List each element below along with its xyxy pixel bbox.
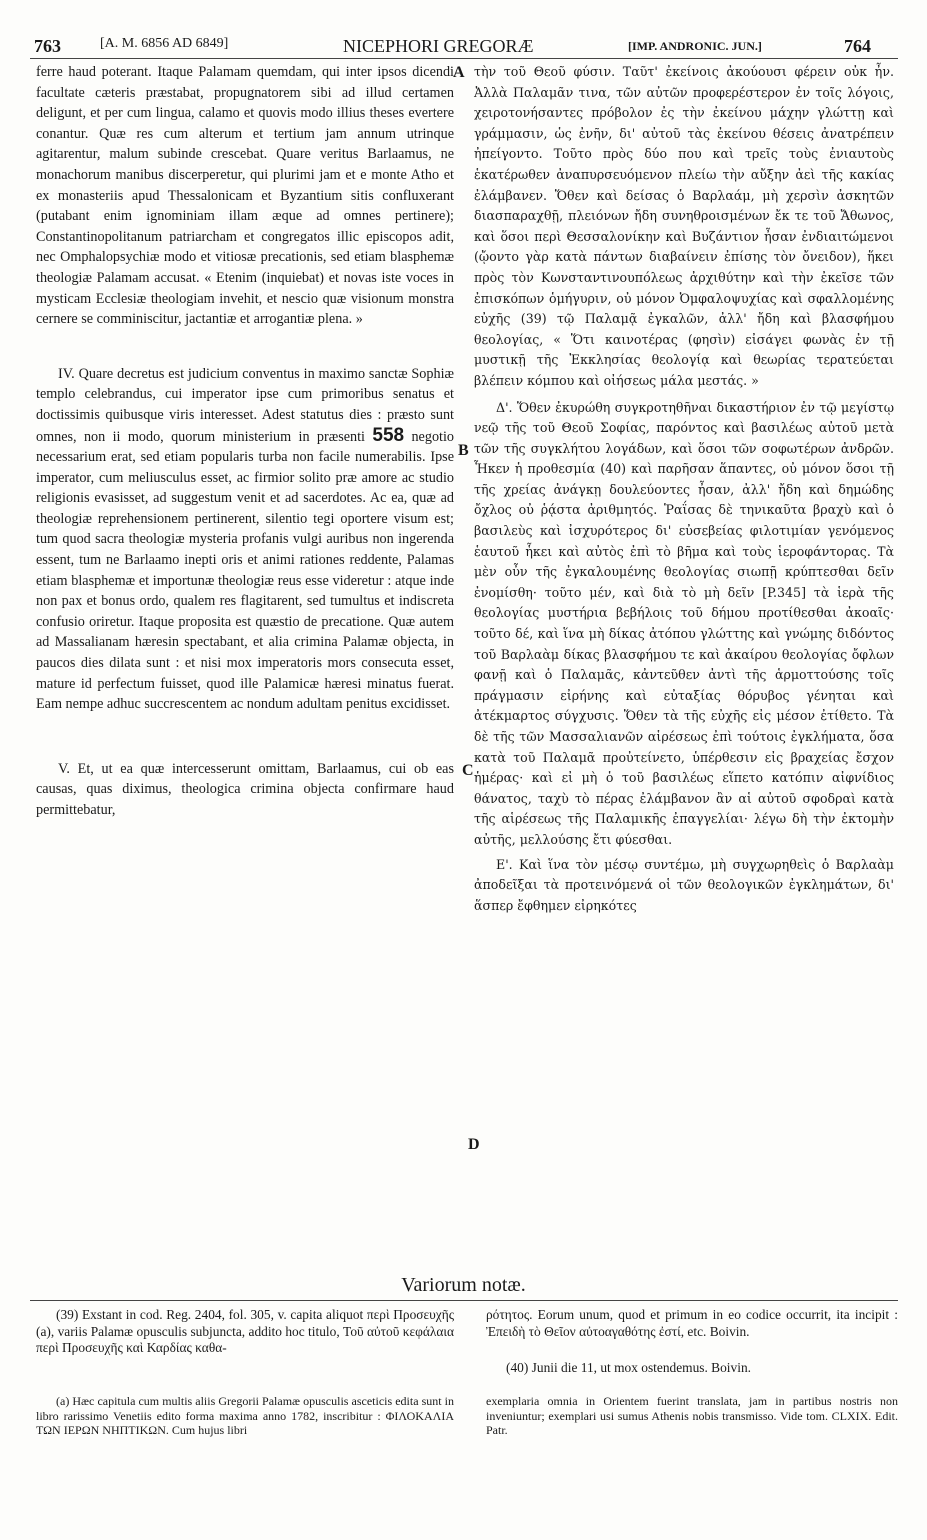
sub-footnote-a: (a) Hæc capitula cum multis aliis Gregorii Palamæ opusculis asceticis edita sunt in libro rarissimo Venetiis edito forma maxima anno 1782, inscribitur : ΦΙΛΟΚΑΛΙΑ ΤΩΝ ΙΕΡΩΝ ΝΗΠΤΙΚΩΝ. Cum hujus libri: [36, 1394, 454, 1437]
greek-paragraph: τὴν τοῦ Θεοῦ φύσιν. Ταῦτ' ἐκείνοις ἀκούουσι φέρειν οὐκ ἦν. Ἀλλὰ Παλαμᾶν τινα, τῶν αὐτῶν προφερέστερον ἐν τοῖς λόγοις, χειροτονήσαντες πρόβολον ἐς τὴν ἐκείνου μάχην γλώττῃ καὶ γράμμασιν, ὡς ἐνῆν, δι' αὐτοῦ τὰς ἐκείνου θέσεις ἀνατρέπειν ἠπείγοντο. Τοῦτο πρὸς δύο που καὶ τρεῖς τοὺς ἐνιαυτοὺς ἑκατέρωθεν ἀναπυρσευόμενον πλείω τὴν αὔξην ἀεὶ τῆς κακίας ἐλάμβανεν. Ὅθεν καὶ δείσας ὁ Βαρλαάμ, μὴ χερσὶν ἀσκητῶν διασπαραχθῇ, πλειόνων ἤδη συνηθροισμένων ἔκ τε τοῦ Ἄθωνος, καὶ ὅσοι περὶ Θεσσαλονίκην καὶ Βυζάντιον ἦσαν ἐνδιαιτώμενοι (ᾤοντο γὰρ κατὰ πάντων διαβαίνειν ἐπίσης τὸν ὄνειδον), ἥκει πρὸς τὸν Κωνσταντινουπόλεως ἀρχιθύτην καὶ τὴν ἐκεῖσε τῶν ἐπισκόπων ὁμήγυριν, οὐ μόνον Ὀμφαλοψυχίας καὶ σφαλλομένης εὐχῆς (39) τῷ Παλαμᾷ ἐγκαλῶν, ἀλλ' ἤδη καὶ βλασφήμου θεολογίας, « Ὅτι καινοτέρας (φησὶν) εἰσάγει φωνὰς ἐν τῇ μυστικῇ τῆς Ἐκκλησίας θεολογίᾳ καὶ θεωρίας τερατεύεται βλέπειν κόμπου καὶ οἰήσεως μάλα μεστάς. »: [474, 64, 894, 388]
latin-paragraph: ferre haud poterant. Itaque Palamam quemdam, qui inter ipsos dicendi facultate cæteris præstabat, propugnatorem sibi ad illud certamen deligunt, et per cum lingua, calamo et quovis modo illius theses evertere conantur. Quæ res cum alterum et tertium jam annum utrinque agitarentur, malum subinde crescebat. Quare veritus Barlaamus, ne monachorum manibus discerperetur, qui plurimi jam et e monte Atho et ex monasteriis apud Thessalonicam et Byzantium sitis confluxerant (putabant enim ignominiam illam æque ad omnes pertinere); Constantinopolitanum patriarcham et congregatos illic episcopos adit, nec Omphalopsychiæ modo et vitiosæ precationis, sed etiam blasphemæ theologiæ Palamam accusat. « Etenim (inquiebat) et novas iste voces in mysticam Ecclesiæ theologiam invehit, et nescio quæ visionum monstra cernere se comminiscitur, jactantiæ et arrogantiæ plena. »: [36, 64, 454, 328]
margin-marker-c: C: [462, 762, 474, 779]
greek-column: [474, 62, 894, 916]
latin-column: [36, 62, 454, 821]
latin-paragraph-iv-rest: negotio necessarium erat, sed etiam popularis turba non facile numerabilis. Ipse imperator, cum meliusculus esset, ac firmior solito præ amore ac studio religionis evasisset, ad suggestum venit et ad sacerdotes. Ac ea, quæ ad theologiæ reprehensionem pertinerent, silentio tegi oportere visum est; tum quod sacra theologiæ mysteria profanis vulgi auribus non ingerenda essent, tum ne Barlaamo inepti oris et animi rationes reddente, Palamas etiam blasphemæ et importunæ theologiæ reus esse videretur : atque inde non pax et bonus ordo, qualem res flagitarent, sed tumultus et indiscreta confusio oriretur. Itaque proposita est quæstio de precatione. Quæ autem ad Massalianam hæresin spectabant, et alia crimina Palamæ objecta, in paucos dies dilata sunt : et nisi mox imperatoris mors consecuta esset, mature id perfectum fuisset, quod ille Palamicæ hæresi minatus fuerat. Eam nempe adhuc succrescentem ac nondum adultam penitus excidisset.: [36, 428, 455, 713]
notes-heading: Variorum notæ.: [401, 1274, 526, 1296]
margin-marker-a: A: [453, 64, 465, 81]
page-number-left: 763: [34, 36, 61, 56]
page-number-right: 764: [844, 36, 871, 56]
margin-marker-b: B: [458, 442, 469, 459]
header-date: [A. M. 6856 AD 6849]: [100, 36, 229, 51]
greek-paragraph-v: Ε'. Καὶ ἵνα τὸν μέσῳ συντέμω, μὴ συγχωρηθεὶς ὁ Βαρλαὰμ ἀποδεῖξαι τὰ προτεινόμενά οἱ τῶν θεολογικῶν ἐγκλημάτων, δι' ἅσπερ ἔφθημεν εἰρηκότες: [474, 856, 894, 913]
margin-marker-d: D: [468, 1136, 480, 1153]
header-rule: [30, 58, 898, 59]
footnote-40: (40) Junii die 11, ut mox ostendemus. Boivin.: [506, 1360, 751, 1375]
footnote-39: (39) Exstant in cod. Reg. 2404, fol. 305, v. capita aliquot περὶ Προσευχῆς (a), variis Palamæ opusculis subjuncta, addito hoc titulo, Τοῦ αὐτοῦ κεφάλαια περὶ Προσευχῆς καὶ Καρδίας καθα-: [36, 1307, 454, 1356]
notes-rule: [30, 1300, 898, 1301]
sub-footnote-a-continued: exemplaria omnia in Orientem fuerint translata, jam in partibus nostris non inveniuntur; exemplari usi sumus Athenis nobis transmisso. Vide tom. CLXIX. Edit. Patr.: [486, 1394, 898, 1437]
footnote-39-continued: ρότητος. Eorum unum, quod et primum in eo codice occurrit, ita incipit : Ἐπειδὴ τὸ Θεῖον αὐτοαγαθότης ἐστί, etc. Boivin.: [486, 1307, 898, 1339]
header-section: [IMP. ANDRONIC. JUN.]: [628, 39, 762, 53]
column-number: 558: [372, 424, 405, 446]
latin-paragraph-iv-start: IV. Quare decretus est judicium conventus in maximo sanctæ Sophiæ templo celebrandus, cui imperator ipse cum primoribus senatus et doctissimis quibusque viris interesset. Adest statutus dies : præsto sunt omnes, non ii modo, quorum ministerium in præsenti: [36, 365, 454, 445]
latin-paragraph-v: V. Et, ut ea quæ intercesserunt omittam, Barlaamus, cui ob eas causas, quas diximus, theologica crimina objecta confirmare haud permittebatur,: [36, 760, 454, 818]
greek-paragraph-iv: Δ'. Ὅθεν ἐκυρώθη συγκροτηθῆναι δικαστήριον ἐν τῷ μεγίστῳ νεῷ τῆς τοῦ Θεοῦ Σοφίας, παρόντος καὶ βασιλέως αὐτοῦ μετὰ τῶν τῆς συγκλήτου λογάδων, καὶ ὅσοι τῶν σοφωτέρων ἀνδρῶν. Ἧκεν ἡ προθεσμία (40) καὶ παρῆσαν ἅπαντες, οὐ μόνον ὅσοι τῇ τῆς χρείας ἀνάγκῃ δουλεύοντες ἦσαν, ἀλλ' ἤδη καὶ δημώδης ὄχλος οὐ ῥᾴστα ἀριθμητός. Ῥαΐσας δὲ τηνικαῦτα βραχὺ καὶ ὁ βασιλεὺς καὶ ἰσχυρότερος δι' εὐσεβείας φιλοτιμίαν γενόμενος ἑαυτοῦ ἧκει καὶ αὐτὸς ἐπὶ τὸ βῆμα καὶ τοὺς ἱεροφάντορας. Τὰ μὲν οὖν τῆς ἐγκαλουμένης θεολογίας σιωπῇ κρύπτεσθαι δεῖν ἐνομίσθη· τοῦτο μέν, καὶ διὰ τὸ μὴ δεῖν [P.345] τὰ ἱερὰ τῆς θεολογίας μυστήρια βεβήλοις τοῦ δήμου προτίθεσθαι ἀκοαῖς· τοῦτο δέ, καὶ ἵνα μὴ δίκας ἀτόπου γλώττης καὶ γνώμης διδόντος τοῦ Βαρλαὰμ δίκας βλασφήμου τε καὶ ἀκαίρου θεολογίας ὄφλων φανῇ καὶ ὁ Παλαμᾶς, κἀντεῦθεν ἀντὶ τῆς ἁρμοττούσης τοῖς πράγμασιν εἰρήνης καὶ εὐταξίας θόρυβος γένηται καὶ ἀτέκμαρτος σύγχυσις. Ὅθεν τὰ τῆς εὐχῆς εἰς μέσον ἐτίθετο. Τὰ δὲ τῆς τῶν Μασσαλιανῶν αἱρέσεως ἐπὶ τούτοις ἐγκλήματα, ὅσα κατὰ τοῦ Παλαμᾶ προὐτείνετο, ὑπέρθεσιν εἰς βραχείας ἔσχον ἡμέρας· καὶ εἰ μὴ ὁ τοῦ βασιλέως εἵπετο κατόπιν αἰφνίδιος θάνατος, ταχὺ τὸ πέρας ἐλάμβανον ἂν αἱ αὐτοῦ σφοδραὶ κατὰ τῆς αἱρέσεως τῆς Παλαμικῆς ἐπαγγελίαι· λέγω δὴ τὴν ἐκτομὴν αὐτῆς, μελλούσης ἔτι φύεσθαι.: [474, 399, 894, 847]
running-header: [30, 36, 900, 60]
latin-paragraph-iv: [36, 364, 454, 715]
header-title: NICEPHORI GREGORÆ: [343, 36, 534, 56]
